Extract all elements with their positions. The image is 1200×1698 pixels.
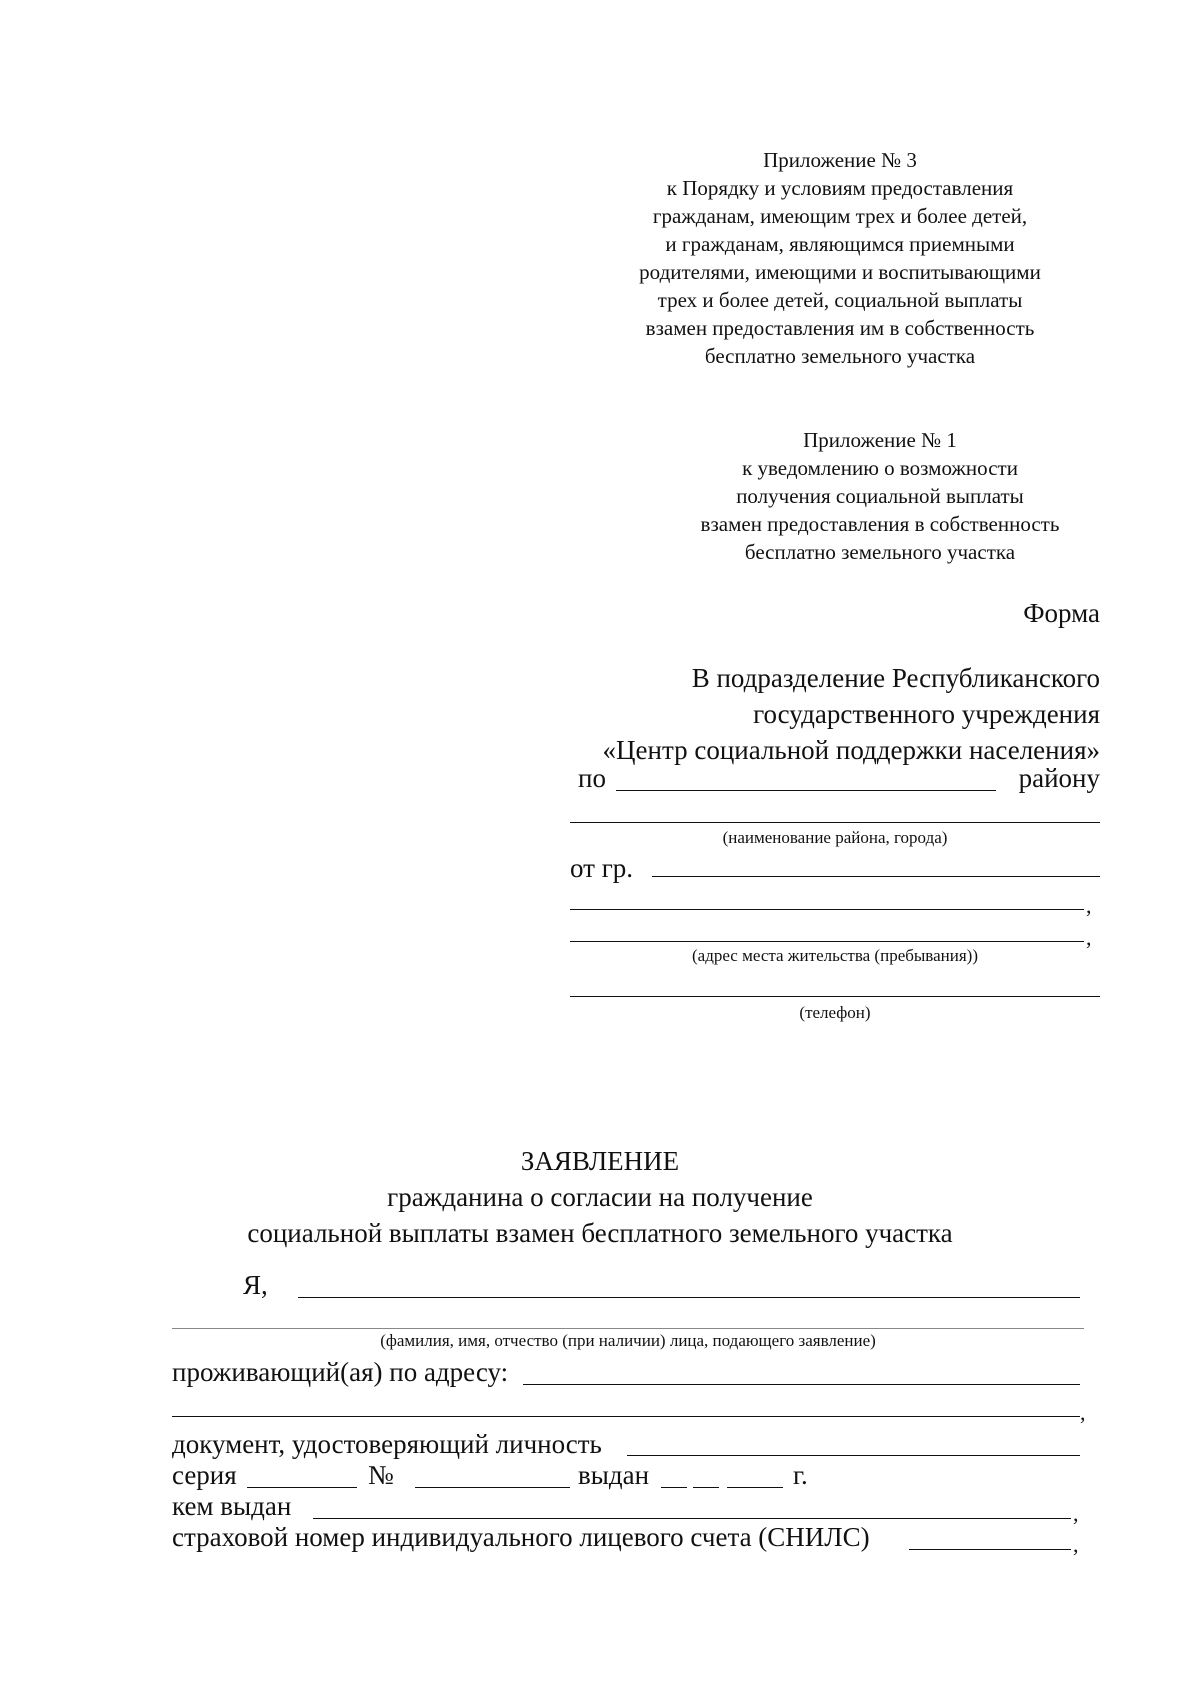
address-caption: (адрес места жительства (пребывания)) [691,946,978,965]
issued-by-label: кем выдан [172,1491,292,1521]
series-label: серия [172,1460,237,1490]
appendix-3-header [600,146,1080,370]
appendix-3-line: трех и более детей, социальной выплаты [657,288,1023,312]
citizen-name-line[interactable] [652,876,1100,877]
phone-caption: (телефон) [799,1003,871,1022]
address-line-2[interactable] [570,941,1084,942]
addressee-rayonu: району [1018,763,1100,793]
appendix-1-header [660,426,1100,566]
appendix-1-line: взамен предоставления в собственность [700,512,1060,536]
issued-label: выдан [578,1460,650,1490]
appendix-3-line: бесплатно земельного участка [704,344,976,368]
statement-title-line-2: гражданина о согласии на получение [387,1182,813,1212]
snils-label: страховой номер индивидуального лицевого счета (СНИЛС) [172,1522,870,1552]
issued-by-line[interactable] [313,1518,1071,1519]
fio-line-2[interactable] [172,1328,1084,1329]
form-label: Форма [1023,598,1100,628]
address-comma-2: , [1086,925,1092,950]
appendix-3-line: Приложение № 3 [763,148,917,172]
district-name-line[interactable] [570,822,1100,823]
residing-comma: , [1080,1400,1086,1425]
issued-year-line[interactable] [727,1487,783,1488]
fio-line[interactable] [298,1297,1080,1298]
issued-by-comma: , [1073,1501,1079,1526]
address-line-1[interactable] [570,909,1084,910]
snils-comma: , [1073,1532,1079,1557]
appendix-3-line: гражданам, имеющим трех и более детей, [652,204,1028,228]
residing-label: проживающий(ая) по адресу: [172,1357,509,1387]
appendix-3-line: взамен предоставления им в собственность [645,316,1035,340]
residing-address-line[interactable] [523,1384,1080,1385]
addressee-line-3: «Центр социальной поддержки населения» [602,735,1100,765]
statement-title-line-3: социальной выплаты взамен бесплатного земельного участка [247,1218,953,1248]
appendix-1-line: получения социальной выплаты [736,484,1024,508]
ya-label: Я, [243,1270,268,1300]
statement-title [0,1143,1200,1251]
appendix-1-line: к уведомлению о возможности [742,456,1018,480]
appendix-3-line: и гражданам, являющимся приемными [665,232,1015,256]
appendix-3-line: к Порядку и условиям предоставления [666,176,1014,200]
appendix-1-line: Приложение № 1 [803,428,957,452]
from-citizen-label: от гр. [570,853,634,883]
year-label: г. [793,1460,808,1490]
addressee-po: по [578,763,606,793]
issued-month-line[interactable] [693,1487,719,1488]
phone-line[interactable] [570,996,1100,997]
fio-caption: (фамилия, имя, отчество (при наличии) лица, подающего заявление) [380,1331,876,1350]
appendix-3-line: родителями, имеющими и воспитывающими [639,260,1041,284]
issued-day-line[interactable] [661,1487,687,1488]
id-document-line[interactable] [627,1455,1080,1456]
number-label: № [368,1460,394,1490]
addressee-line-1: В подразделение Республиканского [691,663,1100,693]
statement-title-line-1: ЗАЯВЛЕНИЕ [520,1146,680,1176]
district-blank[interactable] [616,790,996,791]
appendix-1-line: бесплатно земельного участка [744,540,1016,564]
series-line[interactable] [247,1487,357,1488]
residing-address-line-2[interactable] [172,1416,1080,1417]
address-comma-1: , [1086,893,1092,918]
id-document-label: документ, удостоверяющий личность [172,1429,602,1459]
addressee-line-2: государственного учреждения [753,699,1100,729]
number-line[interactable] [415,1487,570,1488]
snils-line[interactable] [909,1549,1071,1550]
district-caption: (наименование района, города) [722,828,948,847]
